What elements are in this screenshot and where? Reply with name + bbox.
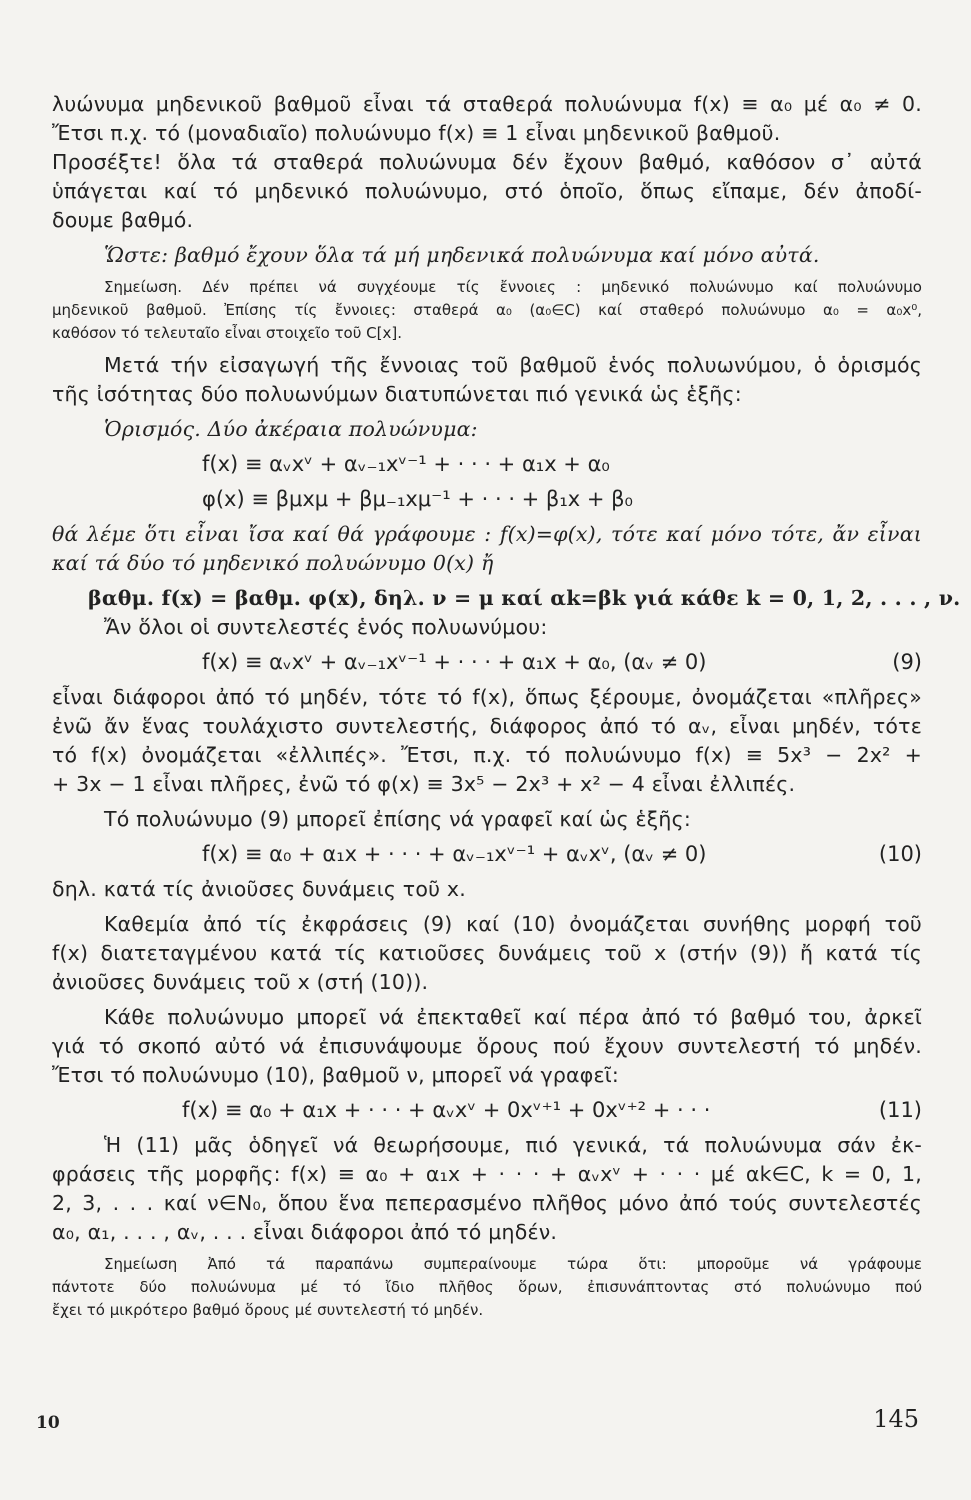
text-line: βαθμ. f(x) = βαθμ. φ(x), δηλ. ν = μ καί αk=βk γιά κάθε k = 0, 1, 2, . . . , ν. — [88, 586, 961, 610]
text-line: Ἔτσι τό πολυώνυμο (10), βαθμοῦ ν, μπορεῖ νά γραφεῖ: — [52, 1063, 620, 1087]
definition-heading: Ὁρισμός. Δύο ἀκέραια πολυώνυμα: — [104, 417, 478, 441]
text-line: Κάθε πολυώνυμο μπορεῖ νά ἐπεκταθεῖ καί πέρα ἀπό τό βαθμό του, ἀρκεῖ — [104, 1005, 922, 1029]
text-line: εἶναι διάφοροι ἀπό τό μηδέν, τότε τό f(x), ὅπως ξέρουμε, ὀνομάζεται «πλῆρες» — [52, 685, 922, 709]
note-line: πάντοτε δύο πολυώνυμα μέ τό ἴδιο πλῆθος ὅρων, ἐπισυνάπτοντας στό πολυώνυμο πού — [52, 1278, 922, 1296]
text-line: ἀνιοῦσες δυνάμεις τοῦ x (στή (10)). — [52, 970, 429, 994]
text-line: Τό πολυώνυμο (9) μπορεῖ ἐπίσης νά γραφεῖ καί ὡς ἑξῆς: — [104, 807, 691, 831]
note-line: μηδενικοῦ βαθμοῦ. Ἐπίσης τίς ἔννοιες: σταθερά α₀ (α₀∈C) καί σταθερό πολυώνυμο α₀ = α₀x⁰, — [52, 301, 922, 319]
text-line: Καθεμία ἀπό τίς ἐκφράσεις (9) καί (10) ὀνομάζεται συνήθης μορφή τοῦ — [104, 912, 922, 936]
text-line: φράσεις τῆς μορφῆς: f(x) ≡ α₀ + α₁x + · · · + αᵥxᵛ + · · · μέ αk∈C, k = 0, 1, — [52, 1162, 922, 1186]
text-line: Ἡ (11) μᾶς ὁδηγεῖ νά θεωρήσουμε, πιό γενικά, τά πολυώνυμα σάν ἐκ- — [104, 1133, 922, 1157]
equation-10 — [52, 840, 922, 869]
text-line: δουμε βαθμό. — [52, 208, 194, 232]
text-line: ἐνῶ ἄν ἕνας τουλάχιστο συντελεστής, διάφορος ἀπό τό αᵥ, εἶναι μηδέν, τότε — [52, 714, 922, 738]
text-line: 2, 3, . . . καί ν∈N₀, ὅπου ἕνα πεπερασμένο πλῆθος μόνο ἀπό τούς συντελεστές — [52, 1191, 922, 1215]
page-body — [52, 90, 961, 1322]
note-line: Σημείωση. Δέν πρέπει νά συγχέουμε τίς ἔννοιες : μηδενικό πολυώνυμο καί πολυώνυμο — [104, 278, 922, 296]
note-line: ἔχει τό μικρότερο βαθμό ὅρους μέ συντελεστή τό μηδέν. — [52, 1301, 484, 1319]
text-line: δηλ. κατά τίς ἀνιοῦσες δυνάμεις τοῦ x. — [52, 877, 466, 901]
text-line: τῆς ἰσότητας δύο πολυωνύμων διατυπώνεται πιό γενικά ὡς ἑξῆς: — [52, 382, 742, 406]
note-line: Σημείωση Ἀπό τά παραπάνω συμπεραίνουμε τώρα ὅτι: μποροῦμε νά γράφουμε — [104, 1255, 922, 1273]
signature-mark: 10 — [36, 1413, 60, 1433]
equation-number: (10) — [878, 842, 922, 866]
text-line: καί τά δύο τό μηδενικό πολυώνυμο 0(x) ἤ — [52, 551, 494, 575]
equation-11 — [52, 1096, 922, 1125]
text-line: α₀, α₁, . . . , αᵥ, . . . εἶναι διάφοροι ἀπό τό μηδέν. — [52, 1220, 558, 1244]
equation-number: (11) — [878, 1098, 922, 1122]
note-line: καθόσον τό τελευταῖο εἶναι στοιχεῖο τοῦ C[x]. — [52, 324, 402, 342]
text-line: Ἄν ὅλοι οἱ συντελεστές ἑνός πολυωνύμου: — [104, 615, 548, 639]
text-line: ὑπάγεται καί τό μηδενικό πολυώνυμο, στό ὁποῖο, ὅπως εἴπαμε, δέν ἀποδί- — [52, 179, 922, 203]
text-line: + 3x − 1 εἶναι πλῆρες, ἐνῶ τό φ(x) ≡ 3x⁵ − 2x³ + x² − 4 εἶναι ἐλλιπές. — [52, 772, 796, 796]
equation-body: f(x) ≡ α₀ + α₁x + · · · + αᵥ₋₁xᵛ⁻¹ + αᵥxᵛ, (αᵥ ≠ 0) — [202, 842, 707, 866]
equation-number: (9) — [892, 650, 922, 674]
equation-body: f(x) ≡ αᵥxᵛ + αᵥ₋₁xᵛ⁻¹ + · · · + α₁x + α₀, (αᵥ ≠ 0) — [202, 650, 707, 674]
text-line: λυώνυμα μηδενικοῦ βαθμοῦ εἶναι τά σταθερά πολυώνυμα f(x) ≡ α₀ μέ α₀ ≠ 0. — [52, 92, 922, 116]
text-line: Μετά τήν εἰσαγωγή τῆς ἔννοιας τοῦ βαθμοῦ ἑνός πολυωνύμου, ὁ ὁρισμός — [104, 353, 922, 377]
text-line: γιά τό σκοπό αὐτό νά ἐπισυνάψουμε ὅρους πού ἔχουν συντελεστή τό μηδέν. — [52, 1034, 922, 1058]
text-line: Ὥστε: βαθμό ἔχουν ὅλα τά μή μηδενικά πολυώνυμα καί μόνο αὐτά. — [104, 243, 820, 267]
page-number: 145 — [873, 1405, 919, 1433]
text-line: θά λέμε ὅτι εἶναι ἴσα καί θά γράφουμε : f(x)=φ(x), τότε καί μόνο τότε, ἄν εἶναι — [52, 522, 922, 546]
equation-body: f(x) ≡ α₀ + α₁x + · · · + αᵥxᵛ + 0xᵛ⁺¹ + 0xᵛ⁺² + · · · — [182, 1098, 711, 1122]
text-line: τό f(x) ὀνομάζεται «ἐλλιπές». Ἔτσι, π.χ. τό πολυώνυμο f(x) ≡ 5x³ − 2x² + — [52, 743, 922, 767]
equation: φ(x) ≡ βμxμ + βμ₋₁xμ⁻¹ + · · · + β₁x + β₀ — [202, 487, 633, 511]
equation-9 — [52, 648, 922, 677]
equation: f(x) ≡ αᵥxᵛ + αᵥ₋₁xᵛ⁻¹ + · · · + α₁x + α₀ — [202, 452, 610, 476]
text-line: f(x) διατεταγμένου κατά τίς κατιοῦσες δυνάμεις τοῦ x (στήν (9)) ἤ κατά τίς — [52, 941, 922, 965]
text-line: Προσέξτε! ὅλα τά σταθερά πολυώνυμα δέν ἔχουν βαθμό, καθόσον σ᾽ αὐτά — [52, 150, 922, 174]
text-line: Ἔτσι π.χ. τό (μοναδιαῖο) πολυώνυμο f(x) ≡ 1 εἶναι μηδενικοῦ βαθμοῦ. — [52, 121, 781, 145]
